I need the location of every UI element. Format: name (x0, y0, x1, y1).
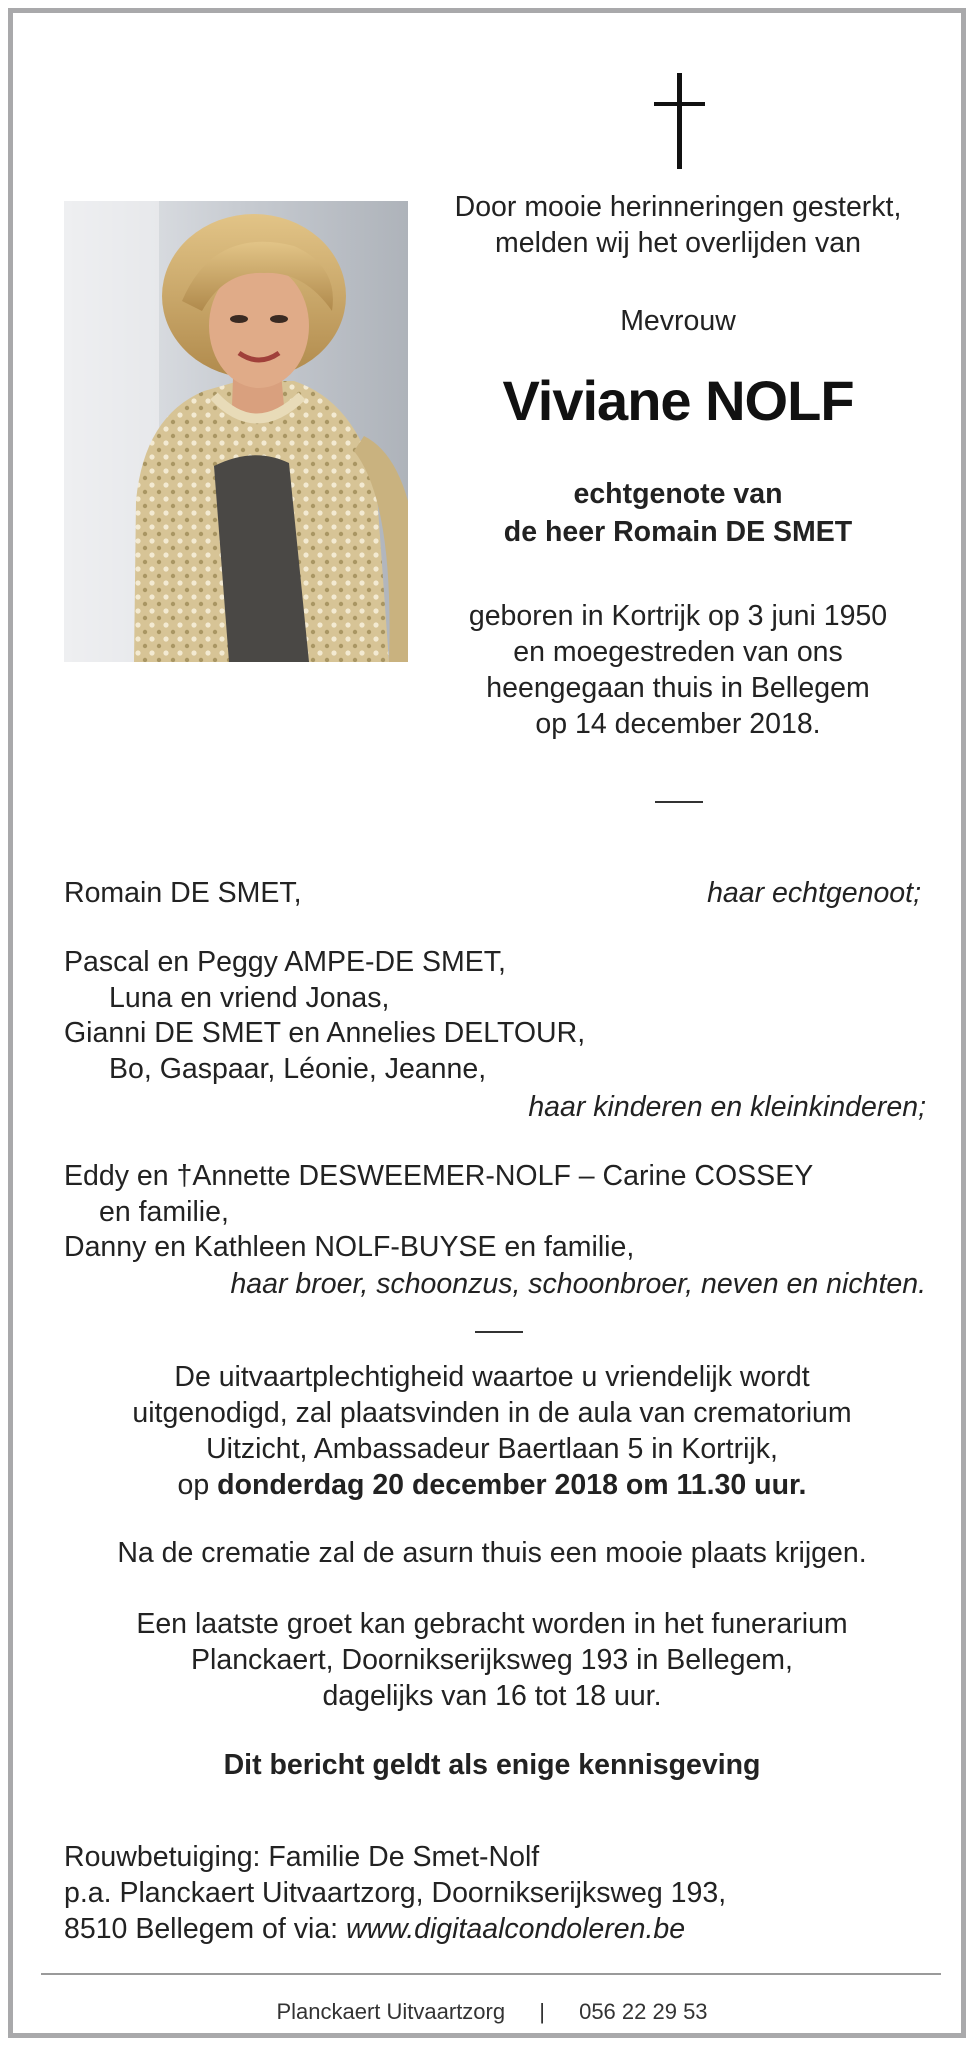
birth-line: op 14 december 2018. (535, 708, 821, 740)
condolences-line: p.a. Planckaert Uitvaartzorg, Doornikserijksweg 193, (64, 1877, 727, 1909)
footer-rule (41, 1973, 941, 1975)
siblings-list (64, 1159, 813, 1266)
child-line: Bo, Gaspaar, Léonie, Jeanne, (109, 1052, 487, 1085)
ceremony-info (33, 1359, 951, 1503)
children-role: haar kinderen en kleinkinderen; (528, 1091, 926, 1123)
ceremony-date-prefix: op (177, 1469, 210, 1501)
notice: Dit bericht geldt als enige kennisgeving (223, 1749, 761, 1781)
ceremony-line: De uitvaartplechtigheid waartoe u vriendelijk wordt (174, 1361, 810, 1393)
cremation-note: Na de crematie zal de asurn thuis een mooie plaats krijgen. (117, 1537, 867, 1569)
condolences-website-link[interactable]: www.digitaalcondoleren.be (346, 1913, 686, 1945)
spouse-name: Romain DE SMET, (64, 877, 302, 909)
condolences-line: Rouwbetuiging: Familie De Smet-Nolf (64, 1841, 540, 1873)
viewing-line: Een laatste groet kan gebracht worden in het funerarium (136, 1608, 848, 1640)
intro-text (413, 189, 943, 261)
sibling-line: Eddy en †Annette DESWEEMER-NOLF – Carine COSSEY (64, 1160, 814, 1192)
divider (655, 801, 703, 803)
ceremony-line: Uitzicht, Ambassadeur Baertlaan 5 in Kortrijk, (206, 1433, 778, 1465)
child-line: Luna en vriend Jonas, (109, 981, 390, 1014)
viewing-info (33, 1606, 951, 1714)
birth-line: geboren in Kortrijk op 3 juni 1950 (468, 600, 888, 632)
birth-line: heengegaan thuis in Bellegem (486, 672, 870, 704)
salutation: Mevrouw (620, 305, 736, 337)
siblings-role: haar broer, schoonzus, schoonbroer, neven en nichten. (230, 1268, 926, 1300)
deceased-name: Viviane NOLF (502, 369, 854, 432)
intro-line: melden wij het overlijden van (495, 227, 861, 259)
viewing-line: dagelijks van 16 tot 18 uur. (322, 1680, 662, 1712)
ceremony-line: uitgenodigd, zal plaatsvinden in de aula van crematorium (132, 1397, 852, 1429)
footer-phone: 056 22 29 53 (579, 1999, 708, 2024)
spouse-of-line: de heer Romain DE SMET (503, 516, 853, 548)
footer-company: Planckaert Uitvaartzorg (276, 1999, 506, 2024)
spouse-role: haar echtgenoot; (707, 877, 921, 909)
ceremony-date-time: donderdag 20 december 2018 om 11.30 uur. (217, 1469, 807, 1501)
sibling-line: en familie, (99, 1195, 229, 1228)
condolences (64, 1839, 726, 1947)
divider (475, 1331, 523, 1333)
condolences-line (64, 1911, 726, 1947)
child-line: Gianni DE SMET en Annelies DELTOUR, (64, 1017, 586, 1049)
footer-separator: | (539, 1999, 545, 2024)
birth-line: en moegestreden van ons (513, 636, 843, 668)
birth-death-info (413, 598, 943, 742)
spouse-of (413, 475, 943, 551)
intro-line: Door mooie herinneringen gesterkt, (454, 191, 902, 223)
sibling-line: Danny en Kathleen NOLF-BUYSE en familie, (64, 1231, 635, 1263)
footer (33, 1998, 951, 2026)
portrait-photo (64, 201, 408, 662)
ceremony-date (33, 1467, 951, 1503)
children-list (64, 945, 585, 1087)
child-line: Pascal en Peggy AMPE-DE SMET, (64, 946, 506, 978)
viewing-line: Planckaert, Doornikserijksweg 193 in Bellegem, (191, 1644, 793, 1676)
obituary-card (8, 8, 966, 2038)
spouse-of-line: echtgenote van (573, 478, 783, 510)
cross-icon (649, 69, 713, 173)
condolences-prefix: 8510 Bellegem of via: (64, 1913, 339, 1945)
